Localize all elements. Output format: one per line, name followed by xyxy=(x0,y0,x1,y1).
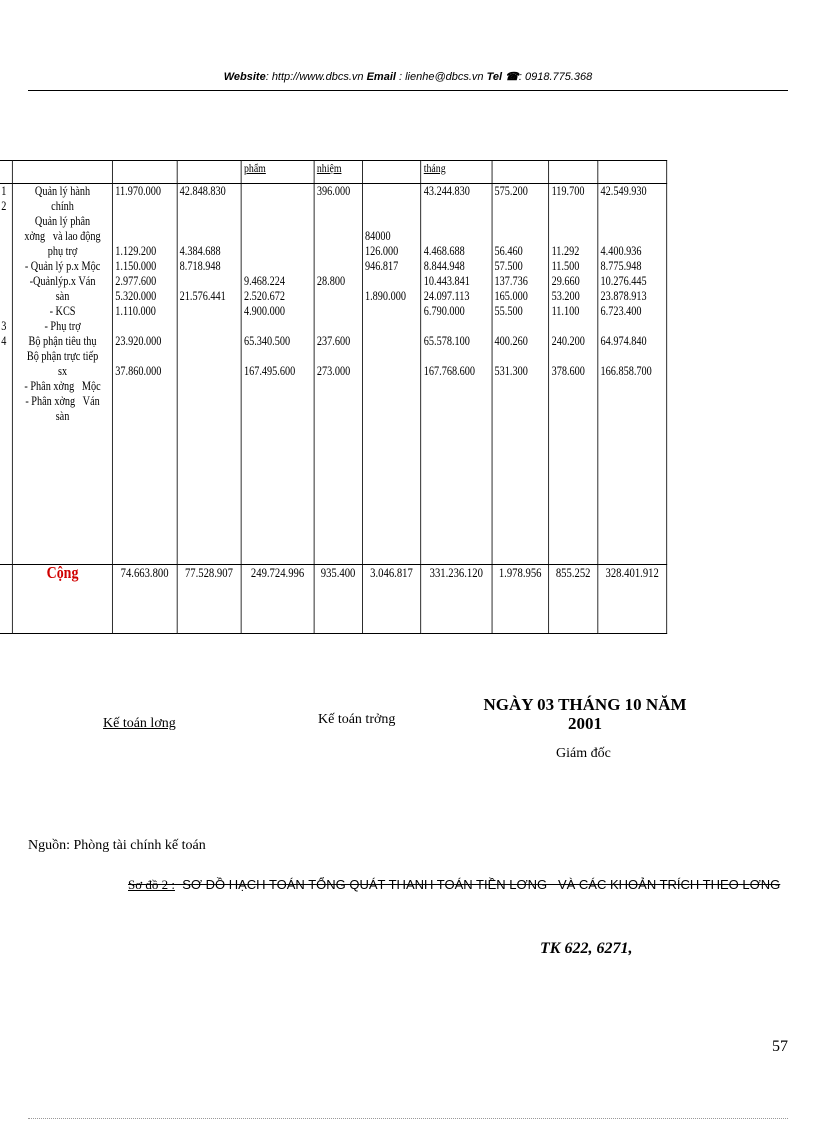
salary-table xyxy=(0,160,667,634)
value-cell: 9.468.224 2.520.672 4.900.000 65.340.500 167.495.600 xyxy=(241,184,314,565)
header-cell: phẩm xyxy=(241,161,314,184)
tel-number: : 0918.775.368 xyxy=(518,71,593,83)
signing-date: NGÀY 03 THÁNG 10 NĂM 2001 xyxy=(483,695,687,733)
website-label: Website xyxy=(223,71,266,83)
header-cell xyxy=(492,161,549,184)
total-cell: 855.252 xyxy=(549,565,598,634)
header-cell: nhiệm xyxy=(314,161,362,184)
total-cell: 328.401.912 xyxy=(598,565,667,634)
tel-label: Tel ☎ xyxy=(486,71,519,83)
email-address[interactable]: : lienhe@dbcs.vn xyxy=(395,71,487,83)
accountant-signature-label: Kế toán lơng xyxy=(103,716,176,731)
index-cell: 1 2 3 4 xyxy=(0,184,13,565)
total-cell: 935.400 xyxy=(314,565,362,634)
total-cell: 3.046.817 xyxy=(362,565,421,634)
director-signature-label: Giám đốc xyxy=(556,746,611,761)
header-cell xyxy=(598,161,667,184)
value-cell: 575.200 56.460 57.500 137.736 165.000 55.500 400.260 531.300 xyxy=(492,184,549,565)
diagram-title xyxy=(128,877,780,893)
total-cell: 249.724.996 xyxy=(241,565,314,634)
total-cell: 1.978.956 xyxy=(492,565,549,634)
total-cell: 74.663.800 xyxy=(112,565,176,634)
total-cell: 77.528.907 xyxy=(177,565,241,634)
website-url[interactable]: : http://www.dbcs.vn xyxy=(265,71,367,83)
value-cell: 42.848.830 4.384.688 8.718.948 21.576.441 xyxy=(177,184,241,565)
value-cell: 119.700 11.292 11.500 29.660 53.200 11.100 240.200 378.600 xyxy=(549,184,598,565)
email-label: Email xyxy=(366,71,396,83)
total-cell: 331.236.120 xyxy=(421,565,492,634)
header-cell xyxy=(112,161,176,184)
header-cell xyxy=(177,161,241,184)
total-row xyxy=(0,565,667,634)
description-cell: Quản lý hành chính Quản lý phân xởng và lao động phụ trợ - Quản lý p.x Mộc -Quảnlýp.x Ván sàn - KCS - Phụ trợ Bộ phận tiêu thụ Bộ phận trực tiếp sx - Phân xởng Mộc - Phân xởng Ván sàn xyxy=(13,184,113,565)
header-divider xyxy=(28,90,788,91)
value-cell: 42.549.930 4.400.936 8.775.948 10.276.445 23.878.913 6.723.400 64.974.840 166.858.700 xyxy=(598,184,667,565)
value-cell: 43.244.830 4.468.688 8.844.948 10.443.841 24.097.113 6.790.000 65.578.100 167.768.600 xyxy=(421,184,492,565)
header-cell: tháng xyxy=(421,161,492,184)
table-header-row xyxy=(0,161,667,184)
page-number: 57 xyxy=(772,1038,788,1055)
total-index-cell xyxy=(0,565,13,634)
value-cell: 396.000 28.800 237.600 273.000 xyxy=(314,184,362,565)
header-cell xyxy=(13,161,113,184)
table-body-row xyxy=(0,184,667,565)
header-cell xyxy=(0,161,13,184)
chief-accountant-signature-label: Kế toán trởng xyxy=(318,712,396,727)
source-note: Nguồn: Phòng tài chính kế toán xyxy=(28,838,206,853)
value-cell: 84000 126.000 946.817 1.890.000 xyxy=(362,184,421,565)
page-header xyxy=(0,70,816,83)
diagram-title-text: SƠ ĐỒ HẠCH TOÁN TỔNG QUÁT THANH TOÁN TIỀN LƠNG VÀ CÁC KHOẢN TRÍCH THEO LƠNG xyxy=(174,877,781,892)
header-cell xyxy=(362,161,421,184)
footer-divider xyxy=(28,1118,788,1119)
total-label: Cộng xyxy=(13,565,113,634)
diagram-title-prefix: Sơ đồ 2 : xyxy=(128,877,175,892)
account-label: TK 622, 6271, xyxy=(540,940,633,957)
value-cell: 11.970.000 1.129.200 1.150.000 2.977.600 5.320.000 1.110.000 23.920.000 37.860.000 xyxy=(112,184,176,565)
header-cell xyxy=(549,161,598,184)
